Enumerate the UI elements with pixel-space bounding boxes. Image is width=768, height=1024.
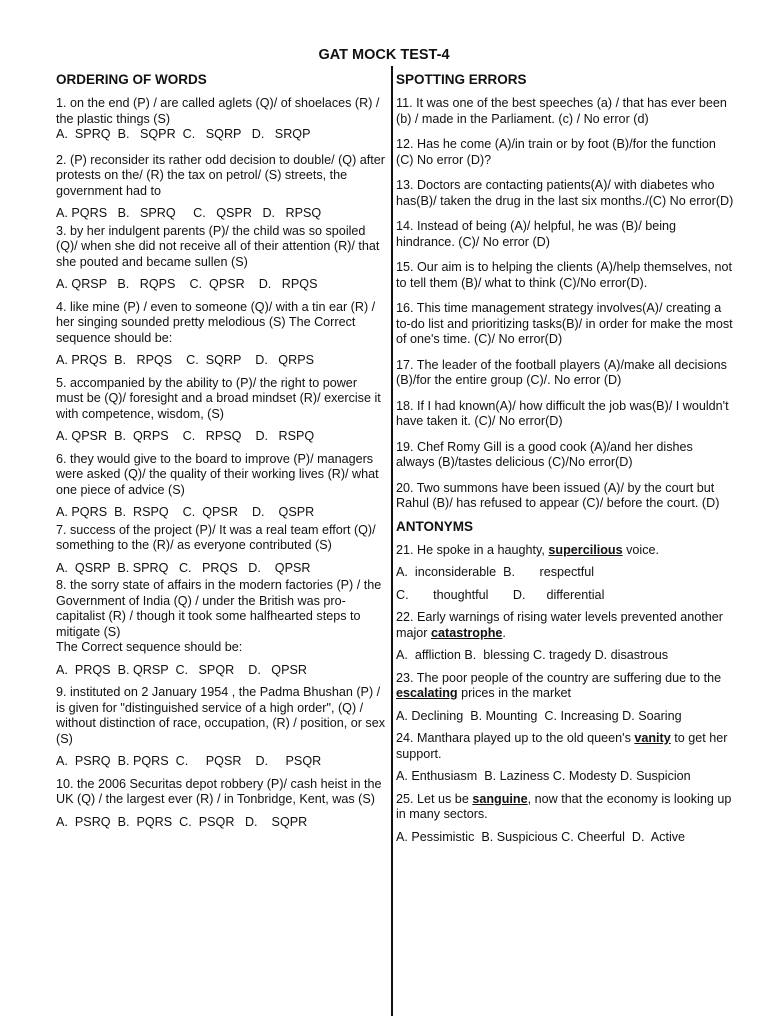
question-6: 6. they would give to the board to improve (P)/ managers were asked (Q)/ the quality of their working lives (R)/ what one piece of advice (S): [56, 451, 379, 497]
question-18: 18. If I had known(A)/ how difficult the job was(B)/ I wouldn't have taken it. (C)/ No error(D): [396, 398, 729, 428]
question-22: [396, 610, 734, 641]
question-24-text: 24. Manthara played up to the old queen's: [396, 731, 635, 745]
question-23-keyword: escalating: [396, 686, 458, 700]
question-21-options-2: C. thoughtful D. differential: [396, 587, 605, 602]
question-21-options-1: A. inconsiderable B. respectful: [396, 565, 595, 579]
question-24-text-end: to get her support.: [396, 731, 728, 761]
question-24-options: A. Enthusiasm B. Laziness C. Modesty D. Suspicion: [396, 769, 691, 783]
question-4: 4. like mine (P) / even to someone (Q)/ with a tin ear (R) / her singing sounded pretty melodious (S) The Correct sequence should be:: [56, 299, 376, 345]
question-2: 2. (P) reconsider its rather odd decision to double/ (Q) after protests on the/ (R) the tax on petrol/ (S) streets, the government had to: [56, 152, 385, 198]
right-column: [396, 70, 734, 845]
question-3: 3. by her indulgent parents (P)/ the child was so spoiled (Q)/ when she did not receive all of their attention (R)/ that she pouted and became sullen (S): [56, 223, 380, 269]
question-21: [396, 543, 734, 559]
question-1: 1. on the end (P) / are called aglets (Q)/ of shoelaces (R) / the plastic things (S): [56, 96, 380, 126]
section-heading-spotting-errors: SPOTTING ERRORS: [396, 72, 527, 87]
question-12: 12. Has he come (A)/in train or by foot (B)/for the function (C) No error (D)?: [396, 137, 716, 167]
question-8-options: A. PRQS B. QRSP C. SPQR D. QPSR: [56, 662, 308, 677]
question-19: 19. Chef Romy Gill is a good cook (A)/and her dishes always (B)/tastes delicious (C)/No error(D): [396, 439, 693, 469]
question-8-prompt: The Correct sequence should be:: [56, 640, 243, 654]
column-divider: [391, 66, 393, 1016]
question-9: 9. instituted on 2 January 1954 , the Padma Bhushan (P) / is given for "distinguished service of a high order", (Q) / without distinction of race, occupation, (R) / position, or sex (S): [56, 685, 385, 746]
question-25-options: A. Pessimistic B. Suspicious C. Cheerful D. Active: [396, 829, 686, 844]
question-14: 14. Instead of being (A)/ helpful, he was (B)/ being hindrance. (C)/ No error (D): [396, 219, 677, 249]
question-7-options: A. QSRP B. SPRQ C. PRQS D. QPSR: [56, 560, 311, 575]
question-23-text-end: prices in the market: [457, 686, 571, 700]
question-23-options: A. Declining B. Mounting C. Increasing D. Soaring: [396, 708, 682, 723]
question-20: 20. Two summons have been issued (A)/ by the court but Rahul (B)/ has refused to appear (C)/ before the court. (D): [396, 480, 720, 510]
question-25-text: 25. Let us be: [396, 791, 473, 806]
question-10: 10. the 2006 Securitas depot robbery (P)/ cash heist in the UK (Q) / the largest ever (R) / in Tonbridge, Kent, was (S): [56, 776, 382, 806]
question-6-options: A. PQRS B. RSPQ C. QPSR D. QSPR: [56, 505, 315, 519]
question-25-keyword: sanguine: [472, 791, 528, 806]
question-4-options: A. PRQS B. RPQS C. SQRP D. QRPS: [56, 353, 314, 367]
question-5-options: A. QPSR B. QRPS C. RPSQ D. RSPQ: [56, 429, 315, 443]
question-2-options: A. PQRS B. SPRQ C. QSPR D. RPSQ: [56, 206, 322, 220]
page-title: GAT MOCK TEST-4: [318, 47, 450, 63]
question-21-keyword: supercilious: [548, 542, 623, 557]
question-23-text: 23. The poor people of the country are suffering due to the: [396, 670, 722, 685]
question-24-keyword: vanity: [634, 731, 671, 745]
question-7: 7. success of the project (P)/ It was a real team effort (Q)/ something to the (R)/ as everyone contributed (S): [56, 522, 376, 552]
question-17: 17. The leader of the football players (A)/make all decisions (B)/for the entire group (C)/. No error (D): [396, 357, 727, 387]
question-23: [396, 671, 734, 702]
question-15: 15. Our aim is to helping the clients (A)/help themselves, not to tell them (B)/ what to think (C)/No error(D).: [396, 260, 732, 290]
question-16: 16. This time management strategy involves(A)/ creating a to-do list and prioritizing tasks(B)/ in order for make the most of one's time. (C)/ No error(D): [396, 301, 733, 346]
question-3-options: A. QRSP B. RQPS C. QPSR D. RPQS: [56, 277, 318, 291]
question-8: 8. the sorry state of affairs in the modern factories (P) / the Government of India (Q) / under the British was pro-capitalist (R) / though it took some halfhearted steps to mitigate (S): [56, 578, 382, 639]
question-5: 5. accompanied by the ability to (P)/ the right to power must be (Q)/ foresight and a broad mindset (R)/ exercise it with competence, wisdom, (S): [56, 375, 381, 421]
question-25: [396, 792, 734, 823]
question-1-options: A. SPRQ B. SQPR C. SQRP D. SRQP: [56, 127, 311, 141]
section-heading-ordering: ORDERING OF WORDS: [56, 72, 207, 87]
question-22-options: A. affliction B. blessing C. tragedy D. disastrous: [396, 648, 669, 662]
question-10-options: A. PSRQ B. PQRS C. PSQR D. SQPR: [56, 814, 308, 829]
question-21-text-end: voice.: [622, 542, 659, 557]
left-column: [56, 70, 386, 830]
question-13: 13. Doctors are contacting patients(A)/ with diabetes who has(B)/ taken the drug in the last six months./(C) No error(D): [396, 178, 734, 208]
question-21-text: 21. He spoke in a haughty,: [396, 542, 549, 557]
question-25-text-end: , now that the economy is looking up in many sectors.: [396, 791, 732, 821]
question-22-text-end: .: [502, 625, 506, 640]
question-22-keyword: catastrophe: [431, 625, 503, 640]
question-24: [396, 731, 734, 762]
section-heading-antonyms: ANTONYMS: [396, 518, 474, 534]
question-9-options: A. PSRQ B. PQRS C. PQSR D. PSQR: [56, 754, 322, 768]
question-22-text: 22. Early warnings of rising water levels prevented another major: [396, 610, 723, 640]
question-11: 11. It was one of the best speeches (a) / that has ever been (b) / made in the Parliament. (c) / No error (d): [396, 96, 727, 126]
